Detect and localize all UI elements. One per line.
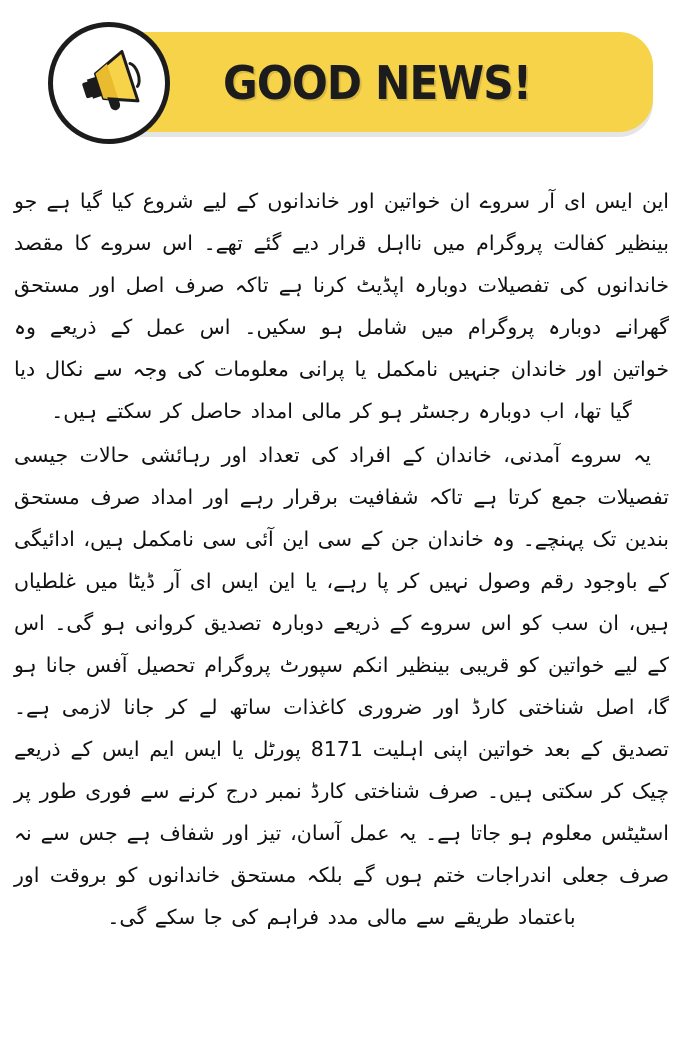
document-page bbox=[0, 22, 683, 1046]
banner-title: GOOD NEWS! bbox=[223, 56, 532, 110]
paragraph-1: این ایس ای آر سروے ان خواتین اور خاندانوں کے لیے شروع کیا گیا ہے جو بینظیر کفالت پروگرام میں نااہل قرار دیے گئے تھے۔ اس سروے کا مقصد خاندانوں کی تفصیلات دوبارہ اپڈیٹ کرنا ہے تاکہ صرف اصل اور مستحق گھرانے دوبارہ پروگرام میں شامل ہو سکیں۔ اس عمل کے ذریعے وہ خواتین اور خاندان جنہیں نامکمل یا پرانی معلومات کی وجہ سے نکال دیا گیا تھا، اب دوبارہ رجسٹر ہو کر مالی امداد حاصل کر سکتے ہیں۔ bbox=[14, 189, 669, 423]
good-news-banner bbox=[48, 22, 653, 140]
article-body bbox=[14, 180, 669, 940]
paragraph-2: یہ سروے آمدنی، خاندان کے افراد کی تعداد اور رہائشی حالات جیسی تفصیلات جمع کرتا ہے تاکہ شفافیت برقرار رہے اور امداد صرف مستحق بندین تک پہنچے۔ وہ خاندان جن کے سی این آئی سی نامکمل ہیں، ادائیگی کے باوجود رقم وصول نہیں کر پا رہے، یا این ایس ای آر ڈیٹا میں غلطیاں ہیں، ان سب کو اس سروے کے ذریعے دوبارہ تصدیق کروانی ہو گی۔ اس کے لیے خواتین کو قریبی بینظیر انکم سپورٹ پروگرام تحصیل آفس جانا ہو گا، اصل شناختی کارڈ اور ضروری کاغذات ساتھ لے کر جانا لازمی ہے۔ تصدیق کے بعد خواتین اپنی اہلیت 8171 پورٹل یا ایس ایم ایس کے ذریعے چیک کر سکتی ہیں۔ صرف شناختی کارڈ نمبر درج کرنے سے فوری طور پر اسٹیٹس معلوم ہو جاتا ہے۔ یہ عمل آسان، تیز اور شفاف ہے جس سے نہ صرف جعلی اندراجات ختم ہوں گے بلکہ مستحق خاندانوں کو بروقت اور باعتماد طریقے سے مالی مدد فراہم کی جا سکے گی۔ bbox=[14, 443, 669, 929]
megaphone-icon bbox=[48, 22, 170, 144]
